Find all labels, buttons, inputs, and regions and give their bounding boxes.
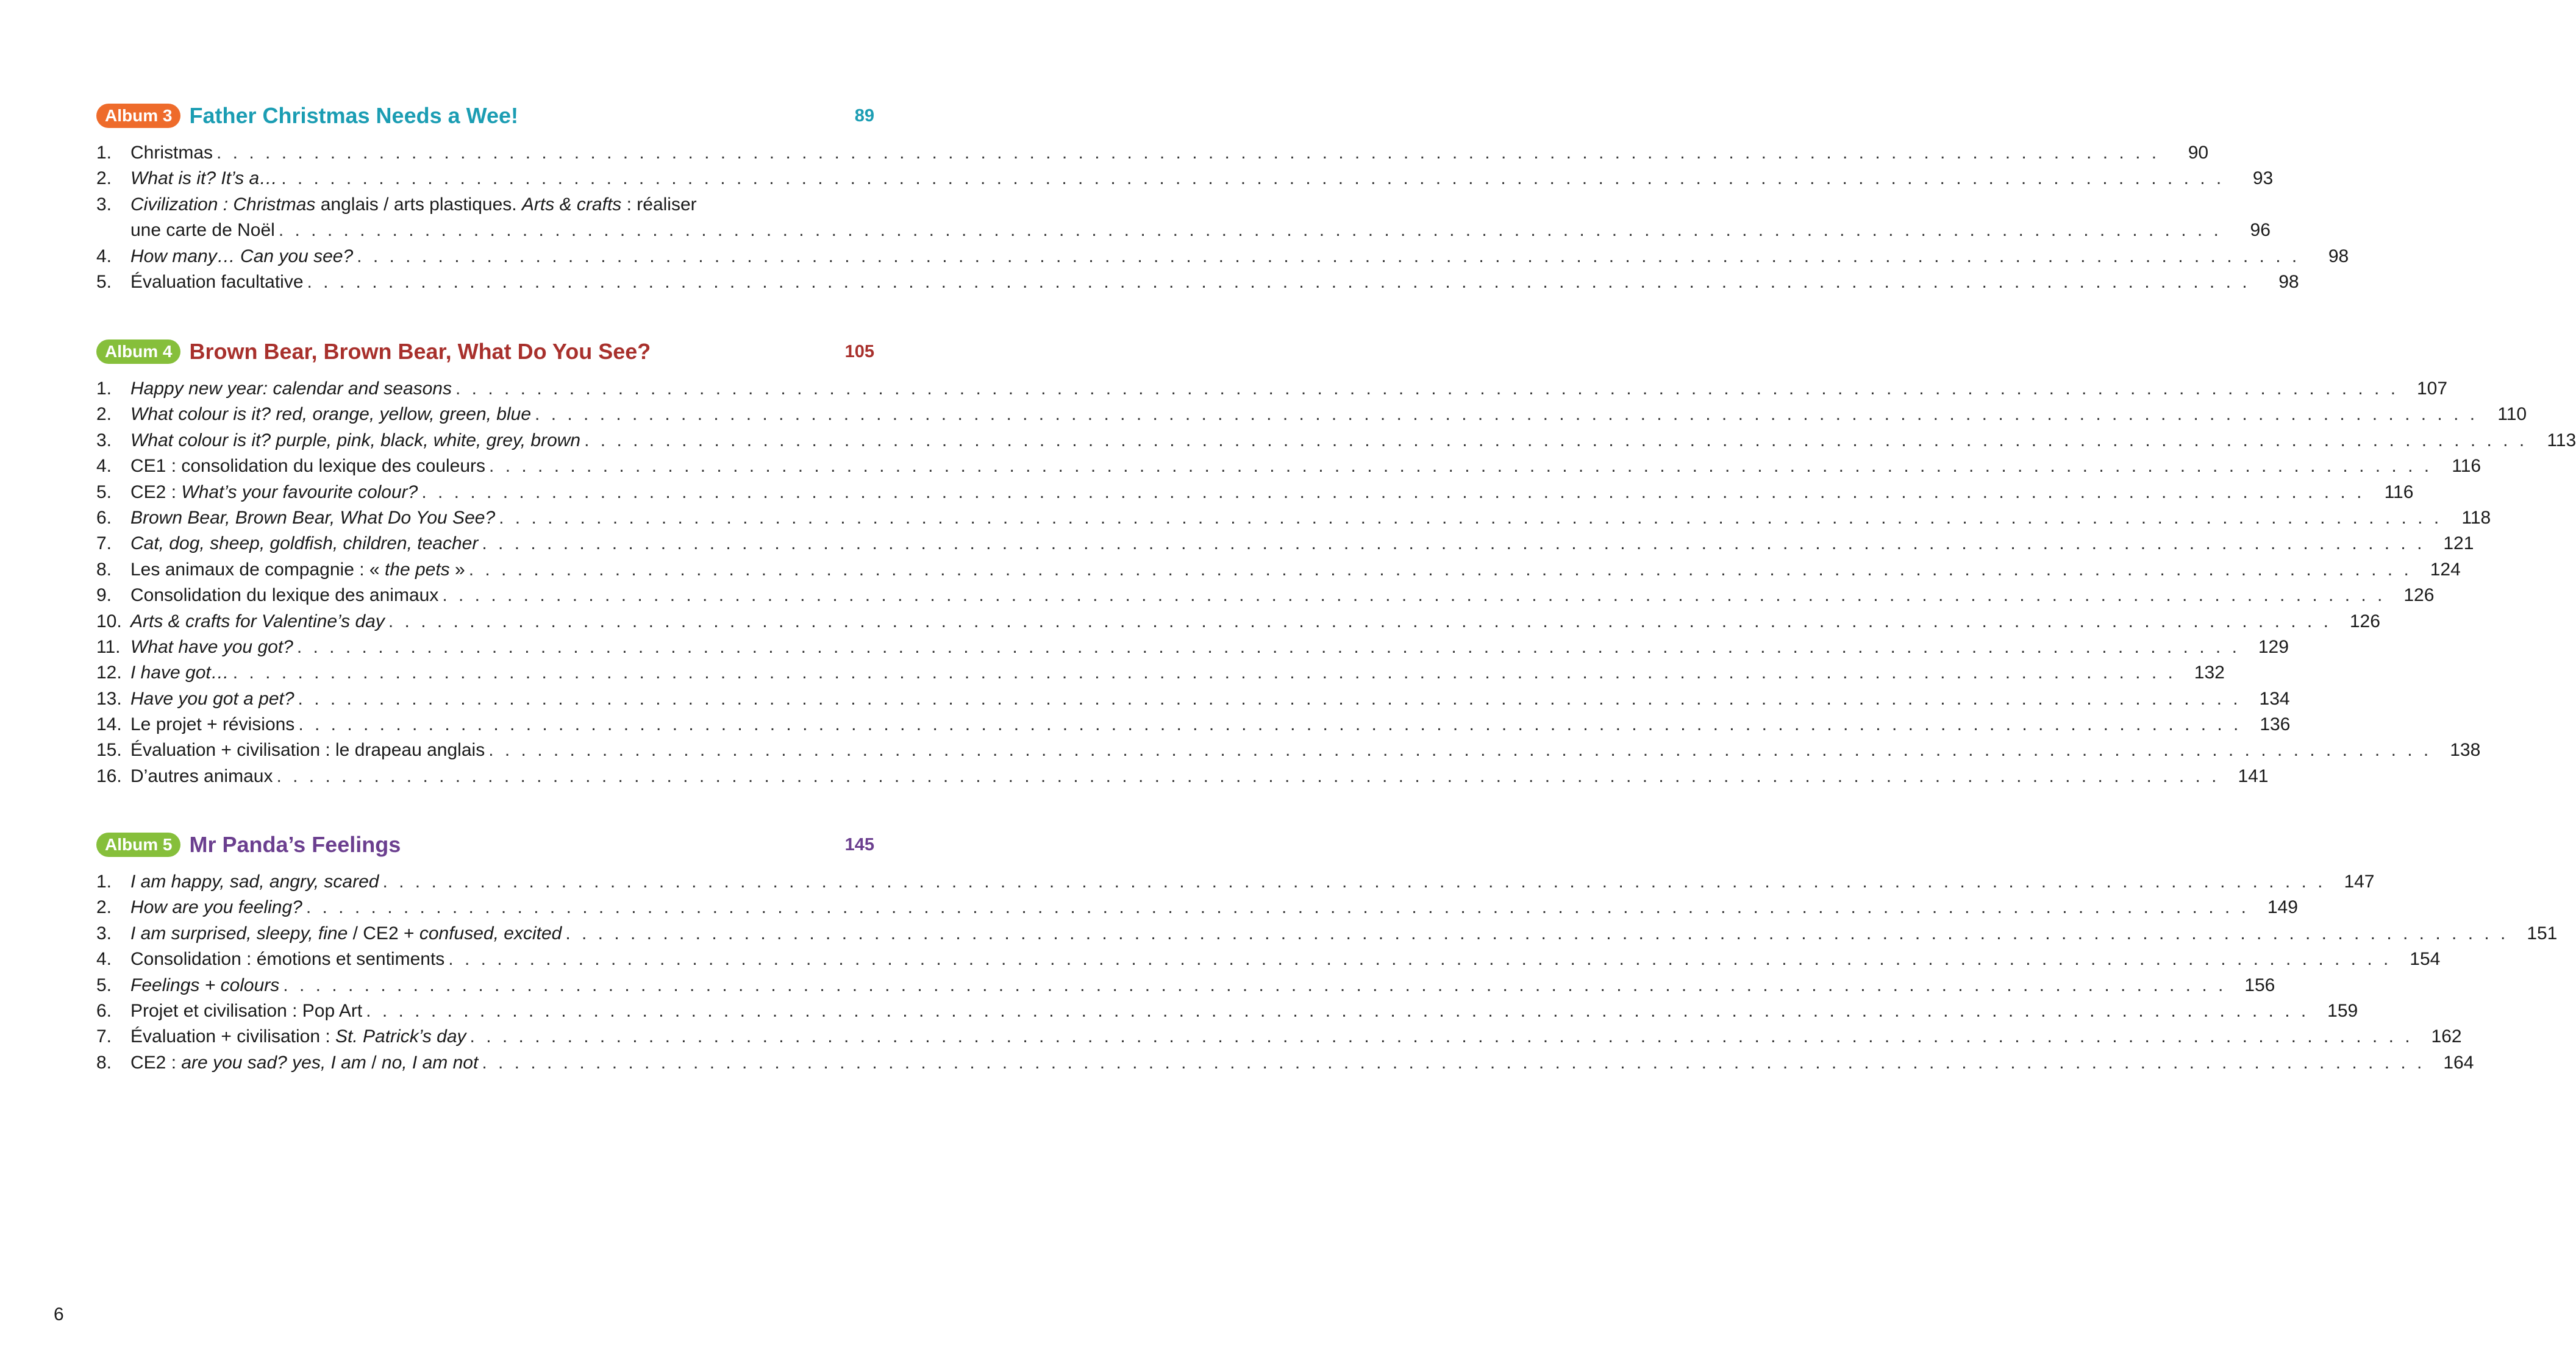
toc-entry [96, 634, 2289, 660]
toc-entry [96, 686, 2290, 712]
toc-entry [96, 428, 2576, 453]
entry-text: CE1 : consolidation du lexique des couleurs [130, 456, 486, 477]
toc-entry [96, 712, 2291, 737]
dot-leader: . . . . . . . . . . . . . . . . . . . . . . . . . . . . . . . . . . . . . . . . . . . . . . . . . . . . . . . . . . . . . . . . . . . . . . . . . . . . . . . . . . . . . . . . . . . . . . . . . . . . . . . . . . . . . . . . . . . . . . . . [489, 456, 2433, 477]
dot-leader: . . . . . . . . . . . . . . . . . . . . . . . . . . . . . . . . . . . . . . . . . . . . . . . . . . . . . . . . . . . . . . . . . . . . . . . . . . . . . . . . . . . . . . . . . . . . . . . . . . . . . . . . . . . . . . . . . . . . . . . . [421, 482, 2365, 502]
entry-text: / CE2 + [348, 923, 419, 944]
entry-number: 3. [96, 430, 112, 450]
toc-entry [96, 869, 2375, 895]
entry-text: are you sad? yes, I am [181, 1052, 366, 1073]
entry-text: How are you feeling? [130, 897, 302, 918]
section-header [96, 831, 874, 858]
entry-text: What have you got? [130, 636, 293, 657]
entry-page-number: 110 [2497, 404, 2527, 425]
entry-text: What is it? It’s a… [130, 168, 278, 189]
dot-leader: . . . . . . . . . . . . . . . . . . . . . . . . . . . . . . . . . . . . . . . . . . . . . . . . . . . . . . . . . . . . . . . . . . . . . . . . . . . . . . . . . . . . . . . . . . . . . . . . . . . . . . . . . . . . . . . . . . . . . . . . [216, 143, 2160, 163]
toc-entry [96, 583, 2435, 608]
toc-entry [96, 1024, 2462, 1050]
dot-leader: . . . . . . . . . . . . . . . . . . . . . . . . . . . . . . . . . . . . . . . . . . . . . . . . . . . . . . . . . . . . . . . . . . . . . . . . . . . . . . . . . . . . . . . . . . . . . . . . . . . . . . . . . . . . . . . . . . . . . . . . [482, 1052, 2425, 1073]
toc-entry [96, 531, 2474, 556]
section-page-number: 105 [844, 342, 874, 361]
toc-entry [96, 921, 2558, 947]
toc-entry [96, 998, 2358, 1024]
entry-number: 8. [96, 559, 112, 580]
entry-text: Le projet + révisions [130, 714, 295, 735]
entry-number: 4. [96, 949, 112, 970]
dot-leader: . . . . . . . . . . . . . . . . . . . . . . . . . . . . . . . . . . . . . . . . . . . . . . . . . . . . . . . . . . . . . . . . . . . . . . . . . . . . . . . . . . . . . . . . . . . . . . . . . . . . . . . . . . . . . . . . . . . . . . . . [382, 872, 2326, 892]
entry-page-number: 149 [2267, 897, 2298, 918]
entry-text: Arts & crafts [521, 194, 622, 215]
dot-leader: . . . . . . . . . . . . . . . . . . . . . . . . . . . . . . . . . . . . . . . . . . . . . . . . . . . . . . . . . . . . . . . . . . . . . . . . . . . . . . . . . . . . . . . . . . . . . . . . . . . . . . . . . . . . . . . . . . . . . . . . [448, 949, 2392, 970]
dot-leader: . . . . . . . . . . . . . . . . . . . . . . . . . . . . . . . . . . . . . . . . . . . . . . . . . . . . . . . . . . . . . . . . . . . . . . . . . . . . . . . . . . . . . . . . . . . . . . . . . . . . . . . . . . . . . . . . . . . . . . . . [357, 246, 2300, 266]
entry-list [96, 376, 2576, 789]
dot-leader: . . . . . . . . . . . . . . . . . . . . . . . . . . . . . . . . . . . . . . . . . . . . . . . . . . . . . . . . . . . . . . . . . . . . . . . . . . . . . . . . . . . . . . . . . . . . . . . . . . . . . . . . . . . . . . . . . . . . . . . . [442, 585, 2386, 606]
toc-entry [96, 557, 2461, 583]
album-badge: Album 3 [96, 104, 180, 128]
entry-page-number: 164 [2443, 1052, 2474, 1073]
entry-number: 5. [96, 975, 112, 995]
toc-entry [96, 192, 2271, 244]
entry-text: I have got… [130, 663, 229, 683]
dot-leader: . . . . . . . . . . . . . . . . . . . . . . . . . . . . . . . . . . . . . . . . . . . . . . . . . . . . . . . . . . . . . . . . . . . . . . . . . . . . . . . . . . . . . . . . . . . . . . . . . . . . . . . . . . . . . . . . . . . . . . . . [298, 714, 2242, 735]
entry-number: 1. [96, 143, 112, 163]
entry-page-number: 126 [2403, 585, 2435, 606]
dot-leader: . . . . . . . . . . . . . . . . . . . . . . . . . . . . . . . . . . . . . . . . . . . . . . . . . . . . . . . . . . . . . . . . . . . . . . . . . . . . . . . . . . . . . . . . . . . . . . . . . . . . . . . . . . . . . . . . . . . . . . . . [499, 507, 2442, 528]
dot-leader: . . . . . . . . . . . . . . . . . . . . . . . . . . . . . . . . . . . . . . . . . . . . . . . . . . . . . . . . . . . . . . . . . . . . . . . . . . . . . . . . . . . . . . . . . . . . . . . . . . . . . . . . . . . . . . . . . . . . . . . . [584, 430, 2528, 450]
dot-leader: . . . . . . . . . . . . . . . . . . . . . . . . . . . . . . . . . . . . . . . . . . . . . . . . . . . . . . . . . . . . . . . . . . . . . . . . . . . . . . . . . . . . . . . . . . . . . . . . . . . . . . . . . . . . . . . . . . . . . . . . [488, 740, 2432, 761]
entry-page-number: 136 [2260, 714, 2291, 735]
entry-page-number: 134 [2259, 688, 2290, 709]
dot-leader: . . . . . . . . . . . . . . . . . . . . . . . . . . . . . . . . . . . . . . . . . . . . . . . . . . . . . . . . . . . . . . . . . . . . . . . . . . . . . . . . . . . . . . . . . . . . . . . . . . . . . . . . . . . . . . . . . . . . . . . . [307, 271, 2250, 292]
dot-leader: . . . . . . . . . . . . . . . . . . . . . . . . . . . . . . . . . . . . . . . . . . . . . . . . . . . . . . . . . . . . . . . . . . . . . . . . . . . . . . . . . . . . . . . . . . . . . . . . . . . . . . . . . . . . . . . . . . . . . . . . [296, 636, 2240, 657]
toc-entry [96, 480, 2414, 505]
entry-number: 9. [96, 585, 112, 606]
entry-page-number: 156 [2244, 975, 2275, 995]
entry-text: Les animaux de compagnie : « [130, 559, 385, 580]
entry-text: Consolidation : émotions et sentiments [130, 949, 445, 970]
section-page-number: 145 [844, 835, 874, 855]
entry-text: une carte de Noël [130, 220, 275, 241]
section-header [96, 338, 874, 365]
toc-entry [96, 140, 2209, 166]
section-title: Brown Bear, Brown Bear, What Do You See? [189, 339, 651, 364]
footer-page-number: 6 [54, 1304, 64, 1324]
toc-entry [96, 166, 2274, 191]
entry-text: confused, excited [419, 923, 562, 944]
entry-number: 2. [96, 404, 112, 425]
toc-entry [96, 973, 2275, 998]
entry-text: Projet et civilisation : Pop Art [130, 1000, 363, 1021]
entry-text: I am surprised, sleepy, fine [130, 923, 348, 944]
entry-text: Have you got a pet? [130, 688, 294, 709]
entry-text: Cat, dog, sheep, goldfish, children, teacher [130, 533, 479, 554]
toc-entry [96, 402, 2527, 427]
entry-number: 15. [96, 740, 122, 761]
entry-number: 10. [96, 611, 122, 631]
dot-leader: . . . . . . . . . . . . . . . . . . . . . . . . . . . . . . . . . . . . . . . . . . . . . . . . . . . . . . . . . . . . . . . . . . . . . . . . . . . . . . . . . . . . . . . . . . . . . . . . . . . . . . . . . . . . . . . . . . . . . . . . [283, 975, 2227, 995]
dot-leader: . . . . . . . . . . . . . . . . . . . . . . . . . . . . . . . . . . . . . . . . . . . . . . . . . . . . . . . . . . . . . . . . . . . . . . . . . . . . . . . . . . . . . . . . . . . . . . . . . . . . . . . . . . . . . . . . . . . . . . . . [305, 897, 2249, 918]
dot-leader: . . . . . . . . . . . . . . . . . . . . . . . . . . . . . . . . . . . . . . . . . . . . . . . . . . . . . . . . . . . . . . . . . . . . . . . . . . . . . . . . . . . . . . . . . . . . . . . . . . . . . . . . . . . . . . . . . . . . . . . . [388, 611, 2332, 631]
entry-page-number: 141 [2238, 766, 2269, 786]
entry-text: Happy new year: calendar and seasons [130, 379, 452, 399]
album-5-section [96, 831, 2558, 1076]
dot-leader: . . . . . . . . . . . . . . . . . . . . . . . . . . . . . . . . . . . . . . . . . . . . . . . . . . . . . . . . . . . . . . . . . . . . . . . . . . . . . . . . . . . . . . . . . . . . . . . . . . . . . . . . . . . . . . . . . . . . . . . . [565, 923, 2509, 944]
entry-text: Évaluation + civilisation : [130, 1026, 336, 1047]
entry-text: Brown Bear, Brown Bear, What Do You See? [130, 507, 496, 528]
dot-leader: . . . . . . . . . . . . . . . . . . . . . . . . . . . . . . . . . . . . . . . . . . . . . . . . . . . . . . . . . . . . . . . . . . . . . . . . . . . . . . . . . . . . . . . . . . . . . . . . . . . . . . . . . . . . . . . . . . . . . . . . [276, 766, 2220, 786]
entry-page-number: 147 [2344, 872, 2375, 892]
toc-entry [96, 453, 2481, 479]
entry-page-number: 121 [2443, 533, 2474, 554]
entry-page-number: 151 [2527, 923, 2558, 944]
entry-page-number: 138 [2450, 740, 2481, 761]
dot-leader: . . . . . . . . . . . . . . . . . . . . . . . . . . . . . . . . . . . . . . . . . . . . . . . . . . . . . . . . . . . . . . . . . . . . . . . . . . . . . . . . . . . . . . . . . . . . . . . . . . . . . . . . . . . . . . . . . . . . . . . . [232, 663, 2176, 683]
dot-leader: . . . . . . . . . . . . . . . . . . . . . . . . . . . . . . . . . . . . . . . . . . . . . . . . . . . . . . . . . . . . . . . . . . . . . . . . . . . . . . . . . . . . . . . . . . . . . . . . . . . . . . . . . . . . . . . . . . . . . . . . [278, 220, 2222, 241]
entry-text: What colour is it? red, orange, yellow, green, blue [130, 404, 532, 425]
dot-leader: . . . . . . . . . . . . . . . . . . . . . . . . . . . . . . . . . . . . . . . . . . . . . . . . . . . . . . . . . . . . . . . . . . . . . . . . . . . . . . . . . . . . . . . . . . . . . . . . . . . . . . . . . . . . . . . . . . . . . . . . [469, 1026, 2413, 1047]
entry-page-number: 159 [2327, 1000, 2358, 1021]
entry-text: CE2 : [130, 482, 182, 502]
entry-page-number: 124 [2430, 559, 2461, 580]
entry-text: Arts & crafts for Valentine’s day [130, 611, 385, 631]
entry-number: 7. [96, 1026, 112, 1047]
entry-list [96, 140, 2349, 295]
entry-text: I am happy, sad, angry, scared [130, 872, 379, 892]
entry-page-number: 90 [2188, 143, 2209, 163]
dot-leader: . . . . . . . . . . . . . . . . . . . . . . . . . . . . . . . . . . . . . . . . . . . . . . . . . . . . . . . . . . . . . . . . . . . . . . . . . . . . . . . . . . . . . . . . . . . . . . . . . . . . . . . . . . . . . . . . . . . . . . . . [455, 379, 2399, 399]
section-page-number: 89 [854, 106, 874, 126]
entry-text: anglais / arts plastiques. [315, 194, 522, 215]
entry-page-number: 126 [2349, 611, 2380, 631]
entry-number: 1. [96, 379, 112, 399]
dot-leader: . . . . . . . . . . . . . . . . . . . . . . . . . . . . . . . . . . . . . . . . . . . . . . . . . . . . . . . . . . . . . . . . . . . . . . . . . . . . . . . . . . . . . . . . . . . . . . . . . . . . . . . . . . . . . . . . . . . . . . . . [298, 688, 2241, 709]
dot-leader: . . . . . . . . . . . . . . . . . . . . . . . . . . . . . . . . . . . . . . . . . . . . . . . . . . . . . . . . . . . . . . . . . . . . . . . . . . . . . . . . . . . . . . . . . . . . . . . . . . . . . . . . . . . . . . . . . . . . . . . . [535, 404, 2478, 425]
entry-page-number: 93 [2252, 168, 2274, 189]
entry-text: D’autres animaux [130, 766, 273, 786]
entry-page-number: 98 [2328, 246, 2349, 266]
toc-entry [96, 764, 2269, 789]
entry-page-number: 98 [2278, 271, 2299, 292]
section-title: Mr Panda’s Feelings [189, 832, 401, 857]
entry-text: How many… Can you see? [130, 246, 354, 266]
entry-number: 4. [96, 456, 112, 477]
entry-text: Consolidation du lexique des animaux [130, 585, 439, 606]
entry-text: no, I am not [381, 1052, 479, 1073]
album-4-section [96, 338, 2576, 789]
entry-text: : réaliser [621, 194, 697, 215]
toc-entry [96, 244, 2349, 269]
toc-entry [96, 895, 2298, 920]
entry-text: St. Patrick’s day [335, 1026, 466, 1047]
toc-entry [96, 737, 2481, 763]
toc-entry [96, 947, 2441, 972]
entry-text: / [366, 1052, 382, 1073]
entry-text: Évaluation + civilisation : le drapeau anglais [130, 740, 485, 761]
entry-text: CE2 : [130, 1052, 182, 1073]
toc-entry [96, 505, 2491, 531]
entry-number: 3. [96, 923, 112, 944]
entry-text: the pets [384, 559, 450, 580]
entry-number: 12. [96, 663, 122, 683]
dot-leader: . . . . . . . . . . . . . . . . . . . . . . . . . . . . . . . . . . . . . . . . . . . . . . . . . . . . . . . . . . . . . . . . . . . . . . . . . . . . . . . . . . . . . . . . . . . . . . . . . . . . . . . . . . . . . . . . . . . . . . . . [366, 1000, 2310, 1021]
toc-entry [96, 269, 2299, 295]
entry-number: 6. [96, 507, 112, 528]
entry-page-number: 107 [2417, 379, 2448, 399]
entry-number: 13. [96, 688, 122, 709]
entry-text: Feelings + colours [130, 975, 280, 995]
entry-number: 3. [96, 194, 112, 215]
album-3-section [96, 102, 2349, 295]
entry-number: 5. [96, 482, 112, 502]
toc-entry [96, 376, 2448, 402]
entry-page-number: 154 [2410, 949, 2441, 970]
album-badge: Album 4 [96, 339, 180, 364]
entry-text: » [449, 559, 465, 580]
entry-number: 5. [96, 271, 112, 292]
entry-text: What’s your favourite colour? [181, 482, 418, 502]
entry-text: Civilization : Christmas [130, 194, 316, 215]
entry-list [96, 869, 2558, 1076]
section-header [96, 102, 874, 129]
entry-number: 2. [96, 897, 112, 918]
entry-page-number: 116 [2452, 456, 2481, 477]
dot-leader: . . . . . . . . . . . . . . . . . . . . . . . . . . . . . . . . . . . . . . . . . . . . . . . . . . . . . . . . . . . . . . . . . . . . . . . . . . . . . . . . . . . . . . . . . . . . . . . . . . . . . . . . . . . . . . . . . . . . . . . . [281, 168, 2225, 189]
toc-entry [96, 609, 2380, 634]
entry-number: 16. [96, 766, 122, 786]
entry-page-number: 113 [2547, 430, 2576, 450]
entry-page-number: 162 [2431, 1026, 2462, 1047]
dot-leader: . . . . . . . . . . . . . . . . . . . . . . . . . . . . . . . . . . . . . . . . . . . . . . . . . . . . . . . . . . . . . . . . . . . . . . . . . . . . . . . . . . . . . . . . . . . . . . . . . . . . . . . . . . . . . . . . . . . . . . . . [482, 533, 2425, 554]
entry-number: 2. [96, 168, 112, 189]
toc-entry [96, 1050, 2474, 1076]
entry-page-number: 116 [2384, 482, 2414, 502]
entry-page-number: 96 [2250, 220, 2271, 241]
toc-entry [96, 660, 2225, 686]
entry-page-number: 118 [2461, 507, 2491, 528]
entry-number: 6. [96, 1000, 112, 1021]
entry-text: Christmas [130, 143, 213, 163]
entry-page-number: 129 [2258, 636, 2289, 657]
entry-number: 14. [96, 714, 122, 735]
entry-number: 1. [96, 872, 112, 892]
entry-number: 8. [96, 1052, 112, 1073]
entry-text: What colour is it? purple, pink, black, white, grey, brown [130, 430, 581, 450]
entry-page-number: 132 [2194, 663, 2225, 683]
entry-number: 7. [96, 533, 112, 554]
entry-number: 4. [96, 246, 112, 266]
entry-text: Évaluation facultative [130, 271, 304, 292]
section-title: Father Christmas Needs a Wee! [189, 103, 518, 128]
dot-leader: . . . . . . . . . . . . . . . . . . . . . . . . . . . . . . . . . . . . . . . . . . . . . . . . . . . . . . . . . . . . . . . . . . . . . . . . . . . . . . . . . . . . . . . . . . . . . . . . . . . . . . . . . . . . . . . . . . . . . . . . [468, 559, 2412, 580]
album-badge: Album 5 [96, 833, 180, 857]
entry-number: 11. [96, 636, 121, 657]
